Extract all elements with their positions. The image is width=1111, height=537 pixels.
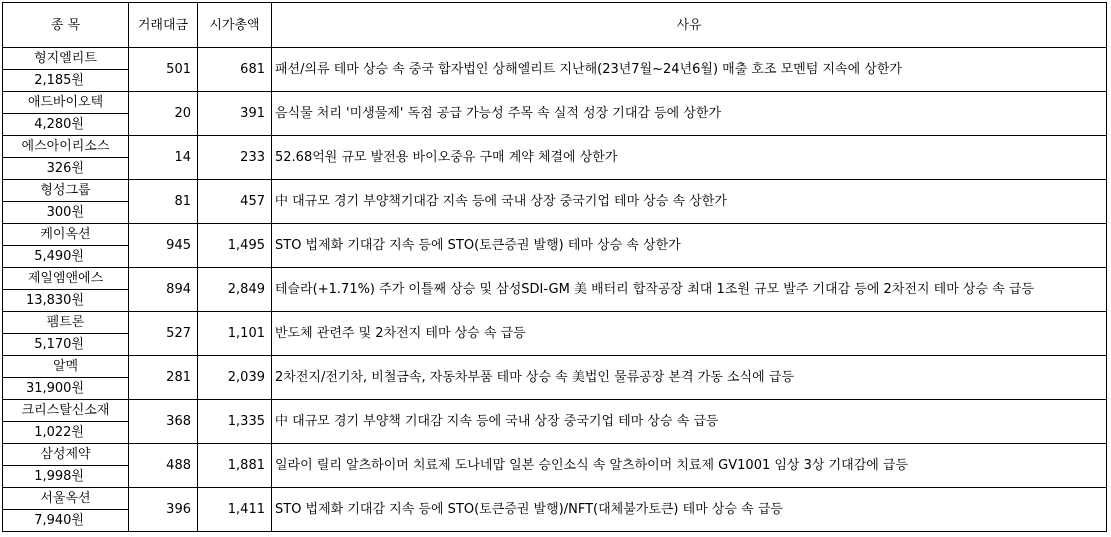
reason-text: STO 법제화 기대감 지속 등에 STO(토큰증권 발행)/NFT(대체불가토큰) 테마 상승 속 급등 [272, 488, 1107, 532]
table-row [3, 312, 1107, 334]
trading-volume: 894 [129, 268, 198, 312]
table-row [3, 268, 1107, 290]
stock-name: 제일엠앤에스 [3, 268, 129, 290]
market-cap: 2,039 [198, 356, 272, 400]
stock-name: 알멕 [3, 356, 129, 378]
market-cap: 1,101 [198, 312, 272, 356]
stock-price: 326원 [3, 158, 129, 180]
stock-price: 5,490원 [3, 246, 129, 268]
table-row [3, 48, 1107, 70]
header-name: 종 목 [3, 3, 129, 48]
reason-text: 패션/의류 테마 상승 속 중국 합자법인 상해엘리트 지난해(23년7월~24년6월) 매출 호조 모멘텀 지속에 상한가 [272, 48, 1107, 92]
table-row [3, 400, 1107, 422]
market-cap: 233 [198, 136, 272, 180]
trading-volume: 488 [129, 444, 198, 488]
market-cap: 1,495 [198, 224, 272, 268]
stock-price: 1,998원 [3, 466, 129, 488]
stock-price: 5,170원 [3, 334, 129, 356]
trading-volume: 396 [129, 488, 198, 532]
stock-price: 300원 [3, 202, 129, 224]
stock-price: 31,900원 [3, 378, 129, 400]
reason-text: 2차전지/전기차, 비철금속, 자동차부품 테마 상승 속 美법인 물류공장 본격 가동 소식에 급등 [272, 356, 1107, 400]
stock-price: 13,830원 [3, 290, 129, 312]
table-body [3, 48, 1107, 532]
stock-name: 펨트론 [3, 312, 129, 334]
market-cap: 1,881 [198, 444, 272, 488]
table-row [3, 444, 1107, 466]
reason-text: 반도체 관련주 및 2차전지 테마 상승 속 급등 [272, 312, 1107, 356]
reason-text: 테슬라(+1.71%) 주가 이틀째 상승 및 삼성SDI-GM 美 배터리 합작공장 최대 1조원 규모 발주 기대감 등에 2차전지 테마 상승 속 급등 [272, 268, 1107, 312]
stock-table [2, 2, 1107, 532]
stock-name: 형성그룹 [3, 180, 129, 202]
trading-volume: 368 [129, 400, 198, 444]
market-cap: 2,849 [198, 268, 272, 312]
reason-text: 음식물 처리 '미생물제' 독점 공급 가능성 주목 속 실적 성장 기대감 등에 상한가 [272, 92, 1107, 136]
table-row [3, 488, 1107, 510]
trading-volume: 281 [129, 356, 198, 400]
market-cap: 457 [198, 180, 272, 224]
stock-price: 1,022원 [3, 422, 129, 444]
trading-volume: 945 [129, 224, 198, 268]
stock-name: 에스아이리소스 [3, 136, 129, 158]
market-cap: 1,335 [198, 400, 272, 444]
table-row [3, 136, 1107, 158]
trading-volume: 501 [129, 48, 198, 92]
market-cap: 681 [198, 48, 272, 92]
reason-text: STO 법제화 기대감 지속 등에 STO(토큰증권 발행) 테마 상승 속 상한가 [272, 224, 1107, 268]
stock-price: 4,280원 [3, 114, 129, 136]
header-volume: 거래대금 [129, 3, 198, 48]
reason-text: 中 대규모 경기 부양책 기대감 지속 등에 국내 상장 중국기업 테마 상승 속 급등 [272, 400, 1107, 444]
stock-name: 애드바이오텍 [3, 92, 129, 114]
table-row [3, 180, 1107, 202]
reason-text: 일라이 릴리 알츠하이머 치료제 도나네맙 일본 승인소식 속 알츠하이머 치료제 GV1001 임상 3상 기대감에 급등 [272, 444, 1107, 488]
header-row [3, 3, 1107, 48]
header-market-cap: 시가총액 [198, 3, 272, 48]
stock-price: 2,185원 [3, 70, 129, 92]
stock-name: 서울옥션 [3, 488, 129, 510]
trading-volume: 527 [129, 312, 198, 356]
trading-volume: 14 [129, 136, 198, 180]
market-cap: 391 [198, 92, 272, 136]
stock-price: 7,940원 [3, 510, 129, 532]
table-row [3, 224, 1107, 246]
table-row [3, 92, 1107, 114]
trading-volume: 20 [129, 92, 198, 136]
trading-volume: 81 [129, 180, 198, 224]
reason-text: 52.68억원 규모 발전용 바이오중유 구매 계약 체결에 상한가 [272, 136, 1107, 180]
header-reason: 사유 [272, 3, 1107, 48]
stock-name: 크리스탈신소재 [3, 400, 129, 422]
stock-name: 케이옥션 [3, 224, 129, 246]
stock-name: 삼성제약 [3, 444, 129, 466]
stock-name: 형지엘리트 [3, 48, 129, 70]
reason-text: 中 대규모 경기 부양책기대감 지속 등에 국내 상장 중국기업 테마 상승 속 상한가 [272, 180, 1107, 224]
table-row [3, 356, 1107, 378]
market-cap: 1,411 [198, 488, 272, 532]
